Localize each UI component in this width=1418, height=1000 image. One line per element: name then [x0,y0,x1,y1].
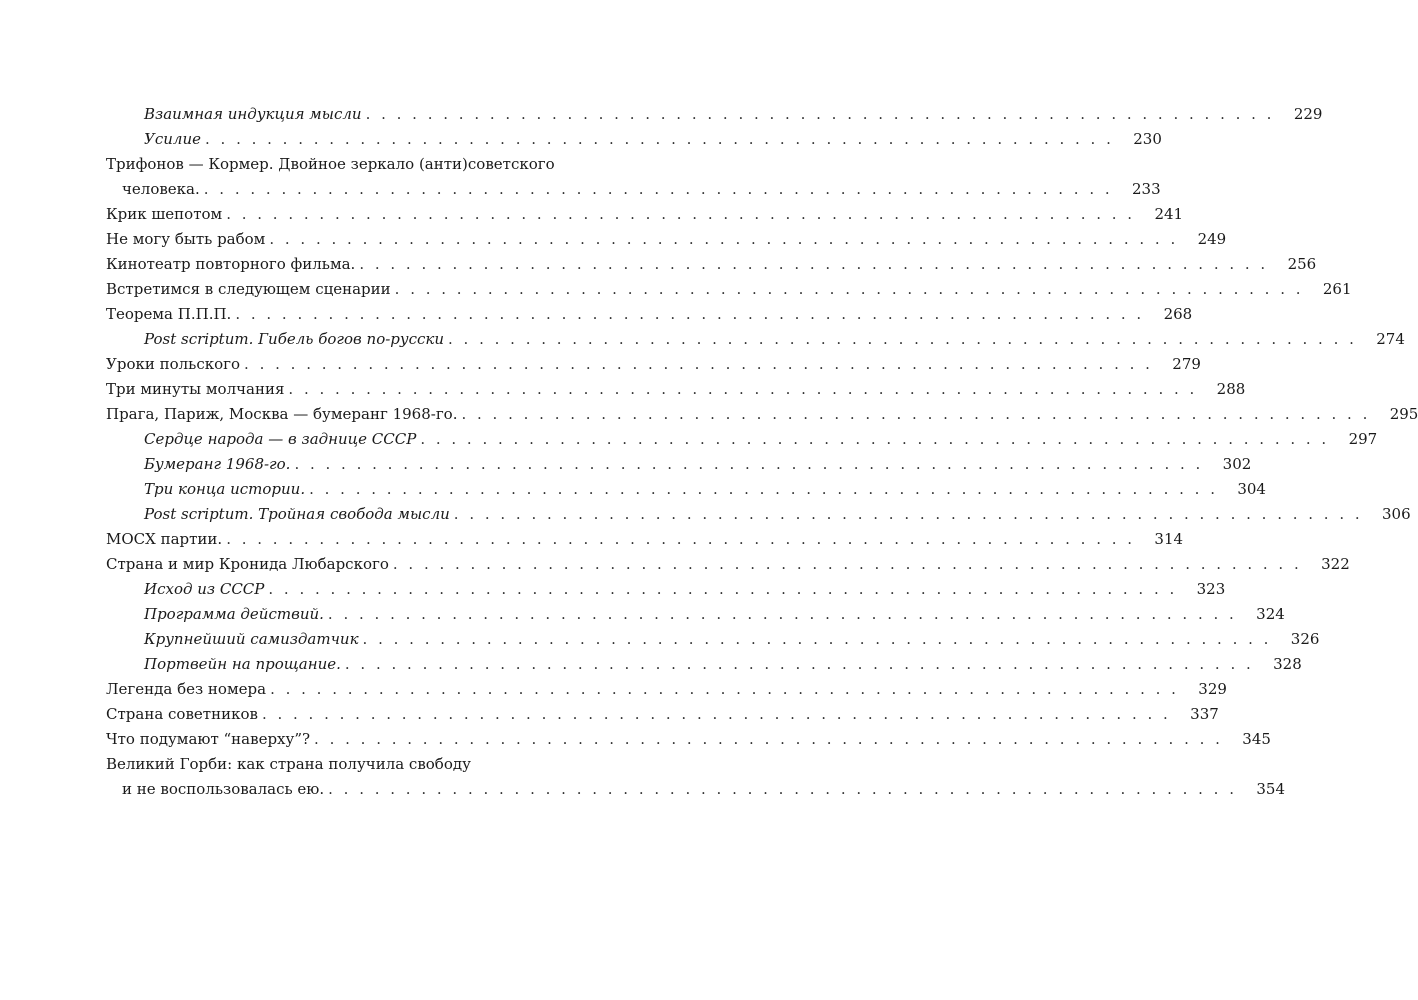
toc-entry-line [106,727,1271,752]
dot-leader: . . . . . . . . . . . . . . . . . . . . . . . . . . . . . . . . . . . . . . . . . . . . . . . . . . . . . . . . . . . [235,305,1145,323]
toc-entry-title: и не воспользовалась ею. [122,780,325,798]
dot-leader: . . . . . . . . . . . . . . . . . . . . . . . . . . . . . . . . . . . . . . . . . . . . . . . . . . . . . . . . . . . [244,355,1153,373]
toc-entry-line [144,427,1378,452]
toc-entry-line [106,177,1161,202]
toc-entry-line [106,777,1285,802]
toc-entry [106,377,1246,402]
toc-page-number: 268 [1163,305,1193,323]
toc-entry-title: Уроки польского [106,355,241,373]
toc-entry-line [144,452,1252,477]
toc-entry-title: Не могу быть рабом [106,230,266,248]
toc-page-number: 274 [1376,330,1405,348]
toc-entry-line [144,477,1266,502]
toc-entry-line [144,327,1405,352]
toc-page-number: 329 [1198,680,1227,698]
toc-entry-title: Что подумают “наверху”? [106,730,311,748]
toc-subentry [106,502,1411,527]
toc-entry-line [106,377,1246,402]
toc-subentry [106,327,1405,352]
toc-page-number: 354 [1256,780,1285,798]
dot-leader: . . . . . . . . . . . . . . . . . . . . . . . . . . . . . . . . . . . . . . . . . . . . . . . . . . . . . . . . . . . [448,330,1357,348]
toc-entry-title: Post scriptum. Тройная свобода мысли [144,505,450,523]
toc-subentry [106,477,1266,502]
toc-page-number: 295 [1389,405,1418,423]
toc-entry-line [106,552,1350,577]
toc-entry-title: Три минуты молчания [106,380,285,398]
toc-entry-title: Бумеранг 1968-го. [144,455,291,473]
toc-entry [106,152,1161,202]
toc-entry-line [106,702,1219,727]
toc-subentry [106,127,1162,152]
toc-page-number: 256 [1287,255,1317,273]
toc-entry-line [106,302,1193,327]
dot-leader: . . . . . . . . . . . . . . . . . . . . . . . . . . . . . . . . . . . . . . . . . . . . . . . . . . . . . . . . . . . [365,105,1275,123]
toc-entry-title: Страна и мир Кронида Любарского [106,555,389,573]
toc-entry-title: Post scriptum. Гибель богов по-русски [144,330,445,348]
toc-entry-title: человека. [122,180,200,198]
dot-leader: . . . . . . . . . . . . . . . . . . . . . . . . . . . . . . . . . . . . . . . . . . . . . . . . . . . . . . . . . . . [269,230,1179,248]
toc-subentry [106,602,1285,627]
dot-leader: . . . . . . . . . . . . . . . . . . . . . . . . . . . . . . . . . . . . . . . . . . . . . . . . . . . . . . . . . . . [205,130,1114,148]
dot-leader: . . . . . . . . . . . . . . . . . . . . . . . . . . . . . . . . . . . . . . . . . . . . . . . . . . . . . . . . . . . [420,430,1330,448]
dot-leader: . . . . . . . . . . . . . . . . . . . . . . . . . . . . . . . . . . . . . . . . . . . . . . . . . . . . . . . . . . . [328,780,1237,798]
toc-page-number: 314 [1154,530,1184,548]
toc-entry-title: Встретимся в следующем сценарии [106,280,391,298]
toc-entry [106,352,1201,377]
table-of-contents [106,102,1418,802]
toc-entry-title: Прага, Париж, Москва — бумеранг 1968-го. [106,405,458,423]
toc-entry-line [144,602,1285,627]
toc-subentry [106,627,1320,652]
toc-page-number: 261 [1322,280,1352,298]
toc-page-number: 324 [1256,605,1285,623]
toc-page-number: 322 [1321,555,1350,573]
toc-page-number: 241 [1154,205,1184,223]
toc-entry-title: Кинотеатр повторного фильма. [106,255,356,273]
toc-entry-line [106,402,1418,427]
toc-subentry [106,427,1378,452]
toc-entry [106,727,1271,752]
dot-leader: . . . . . . . . . . . . . . . . . . . . . . . . . . . . . . . . . . . . . . . . . . . . . . . . . . . . . . . . . . . [288,380,1198,398]
toc-entry-title: Великий Горби: как страна получила свободу [106,755,471,773]
toc-page-number: 337 [1190,705,1219,723]
toc-page-number: 288 [1216,380,1246,398]
toc-entry-line [106,152,654,177]
toc-entry [106,527,1184,552]
toc-entry-line [144,102,1323,127]
toc-subentry [106,452,1252,477]
dot-leader: . . . . . . . . . . . . . . . . . . . . . . . . . . . . . . . . . . . . . . . . . . . . . . . . . . . . . . . . . . . [344,655,1254,673]
toc-entry-line [106,202,1184,227]
dot-leader: . . . . . . . . . . . . . . . . . . . . . . . . . . . . . . . . . . . . . . . . . . . . . . . . . . . . . . . . . . . [268,580,1178,598]
dot-leader: . . . . . . . . . . . . . . . . . . . . . . . . . . . . . . . . . . . . . . . . . . . . . . . . . . . . . . . . . . . [203,180,1113,198]
dot-leader: . . . . . . . . . . . . . . . . . . . . . . . . . . . . . . . . . . . . . . . . . . . . . . . . . . . . . . . . . . . [270,680,1179,698]
dot-leader: . . . . . . . . . . . . . . . . . . . . . . . . . . . . . . . . . . . . . . . . . . . . . . . . . . . . . . . . . . . [453,505,1363,523]
toc-page-number: 279 [1172,355,1201,373]
toc-page-number: 297 [1348,430,1378,448]
dot-leader: . . . . . . . . . . . . . . . . . . . . . . . . . . . . . . . . . . . . . . . . . . . . . . . . . . . . . . . . . . . [327,605,1237,623]
toc-entry-line [106,352,1201,377]
toc-page-number: 323 [1196,580,1226,598]
toc-entry-title: Страна советников [106,705,258,723]
toc-entry-title: Теорема П.П.П. [106,305,232,323]
toc-entry-title: Портвейн на прощание. [144,655,341,673]
toc-page-number: 302 [1222,455,1252,473]
toc-entry [106,202,1184,227]
toc-entry-line [106,277,1352,302]
dot-leader: . . . . . . . . . . . . . . . . . . . . . . . . . . . . . . . . . . . . . . . . . . . . . . . . . . . . . . . . . . . [309,480,1218,498]
toc-entry-line [144,127,1162,152]
toc-entry [106,552,1350,577]
toc-entry-line [144,627,1320,652]
toc-entry-line [144,652,1302,677]
toc-entry-title: МОСХ партии. [106,530,223,548]
toc-page-number: 229 [1293,105,1323,123]
toc-entry-title: Трифонов — Кормер. Двойное зеркало (анти)советского [106,155,555,173]
toc-page-number: 345 [1242,730,1271,748]
toc-subentry [106,652,1302,677]
dot-leader: . . . . . . . . . . . . . . . . . . . . . . . . . . . . . . . . . . . . . . . . . . . . . . . . . . . . . . . . . . . [226,530,1136,548]
toc-entry-title: Взаимная индукция мысли [144,105,362,123]
toc-entry-line [106,227,1227,252]
toc-entry-title: Легенда без номера [106,680,267,698]
dot-leader: . . . . . . . . . . . . . . . . . . . . . . . . . . . . . . . . . . . . . . . . . . . . . . . . . . . . . . . . . . . [359,255,1269,273]
toc-entry-line [144,502,1411,527]
toc-subentry [106,577,1226,602]
toc-entry-line [106,752,654,777]
toc-entry [106,277,1352,302]
toc-subentry [106,102,1323,127]
dot-leader: . . . . . . . . . . . . . . . . . . . . . . . . . . . . . . . . . . . . . . . . . . . . . . . . . . . . . . . . . . . [394,280,1304,298]
dot-leader: . . . . . . . . . . . . . . . . . . . . . . . . . . . . . . . . . . . . . . . . . . . . . . . . . . . . . . . . . . . [226,205,1136,223]
toc-entry [106,252,1317,277]
toc-entry-title: Три конца истории. [144,480,306,498]
toc-page-number: 233 [1132,180,1161,198]
toc-entry-line [106,527,1184,552]
toc-entry-title: Программа действий. [144,605,324,623]
toc-entry [106,702,1219,727]
toc-entry-title: Крик шепотом [106,205,223,223]
toc-entry-line [106,677,1227,702]
toc-page-number: 306 [1382,505,1411,523]
toc-page-number: 328 [1273,655,1302,673]
toc-entry [106,402,1418,427]
toc-entry-line [106,252,1317,277]
dot-leader: . . . . . . . . . . . . . . . . . . . . . . . . . . . . . . . . . . . . . . . . . . . . . . . . . . . . . . . . . . . [261,705,1171,723]
toc-entry [106,302,1193,327]
dot-leader: . . . . . . . . . . . . . . . . . . . . . . . . . . . . . . . . . . . . . . . . . . . . . . . . . . . . . . . . . . . [294,455,1204,473]
toc-entry [106,677,1227,702]
toc-page-number: 230 [1133,130,1162,148]
toc-entry-line [144,577,1226,602]
toc-entry-title: Крупнейший самиздатчик [144,630,359,648]
toc-page-number: 326 [1290,630,1320,648]
toc-page-number: 249 [1197,230,1227,248]
toc-entry [106,227,1227,252]
dot-leader: . . . . . . . . . . . . . . . . . . . . . . . . . . . . . . . . . . . . . . . . . . . . . . . . . . . . . . . . . . . [362,630,1272,648]
toc-entry-title: Сердце народа — в заднице СССР [144,430,417,448]
dot-leader: . . . . . . . . . . . . . . . . . . . . . . . . . . . . . . . . . . . . . . . . . . . . . . . . . . . . . . . . . . . [461,405,1371,423]
toc-entry-title: Усилие [144,130,201,148]
dot-leader: . . . . . . . . . . . . . . . . . . . . . . . . . . . . . . . . . . . . . . . . . . . . . . . . . . . . . . . . . . . [314,730,1223,748]
dot-leader: . . . . . . . . . . . . . . . . . . . . . . . . . . . . . . . . . . . . . . . . . . . . . . . . . . . . . . . . . . . [392,555,1302,573]
toc-page-number: 304 [1237,480,1266,498]
toc-entry-title: Исход из СССР [144,580,265,598]
toc-entry [106,752,1285,802]
